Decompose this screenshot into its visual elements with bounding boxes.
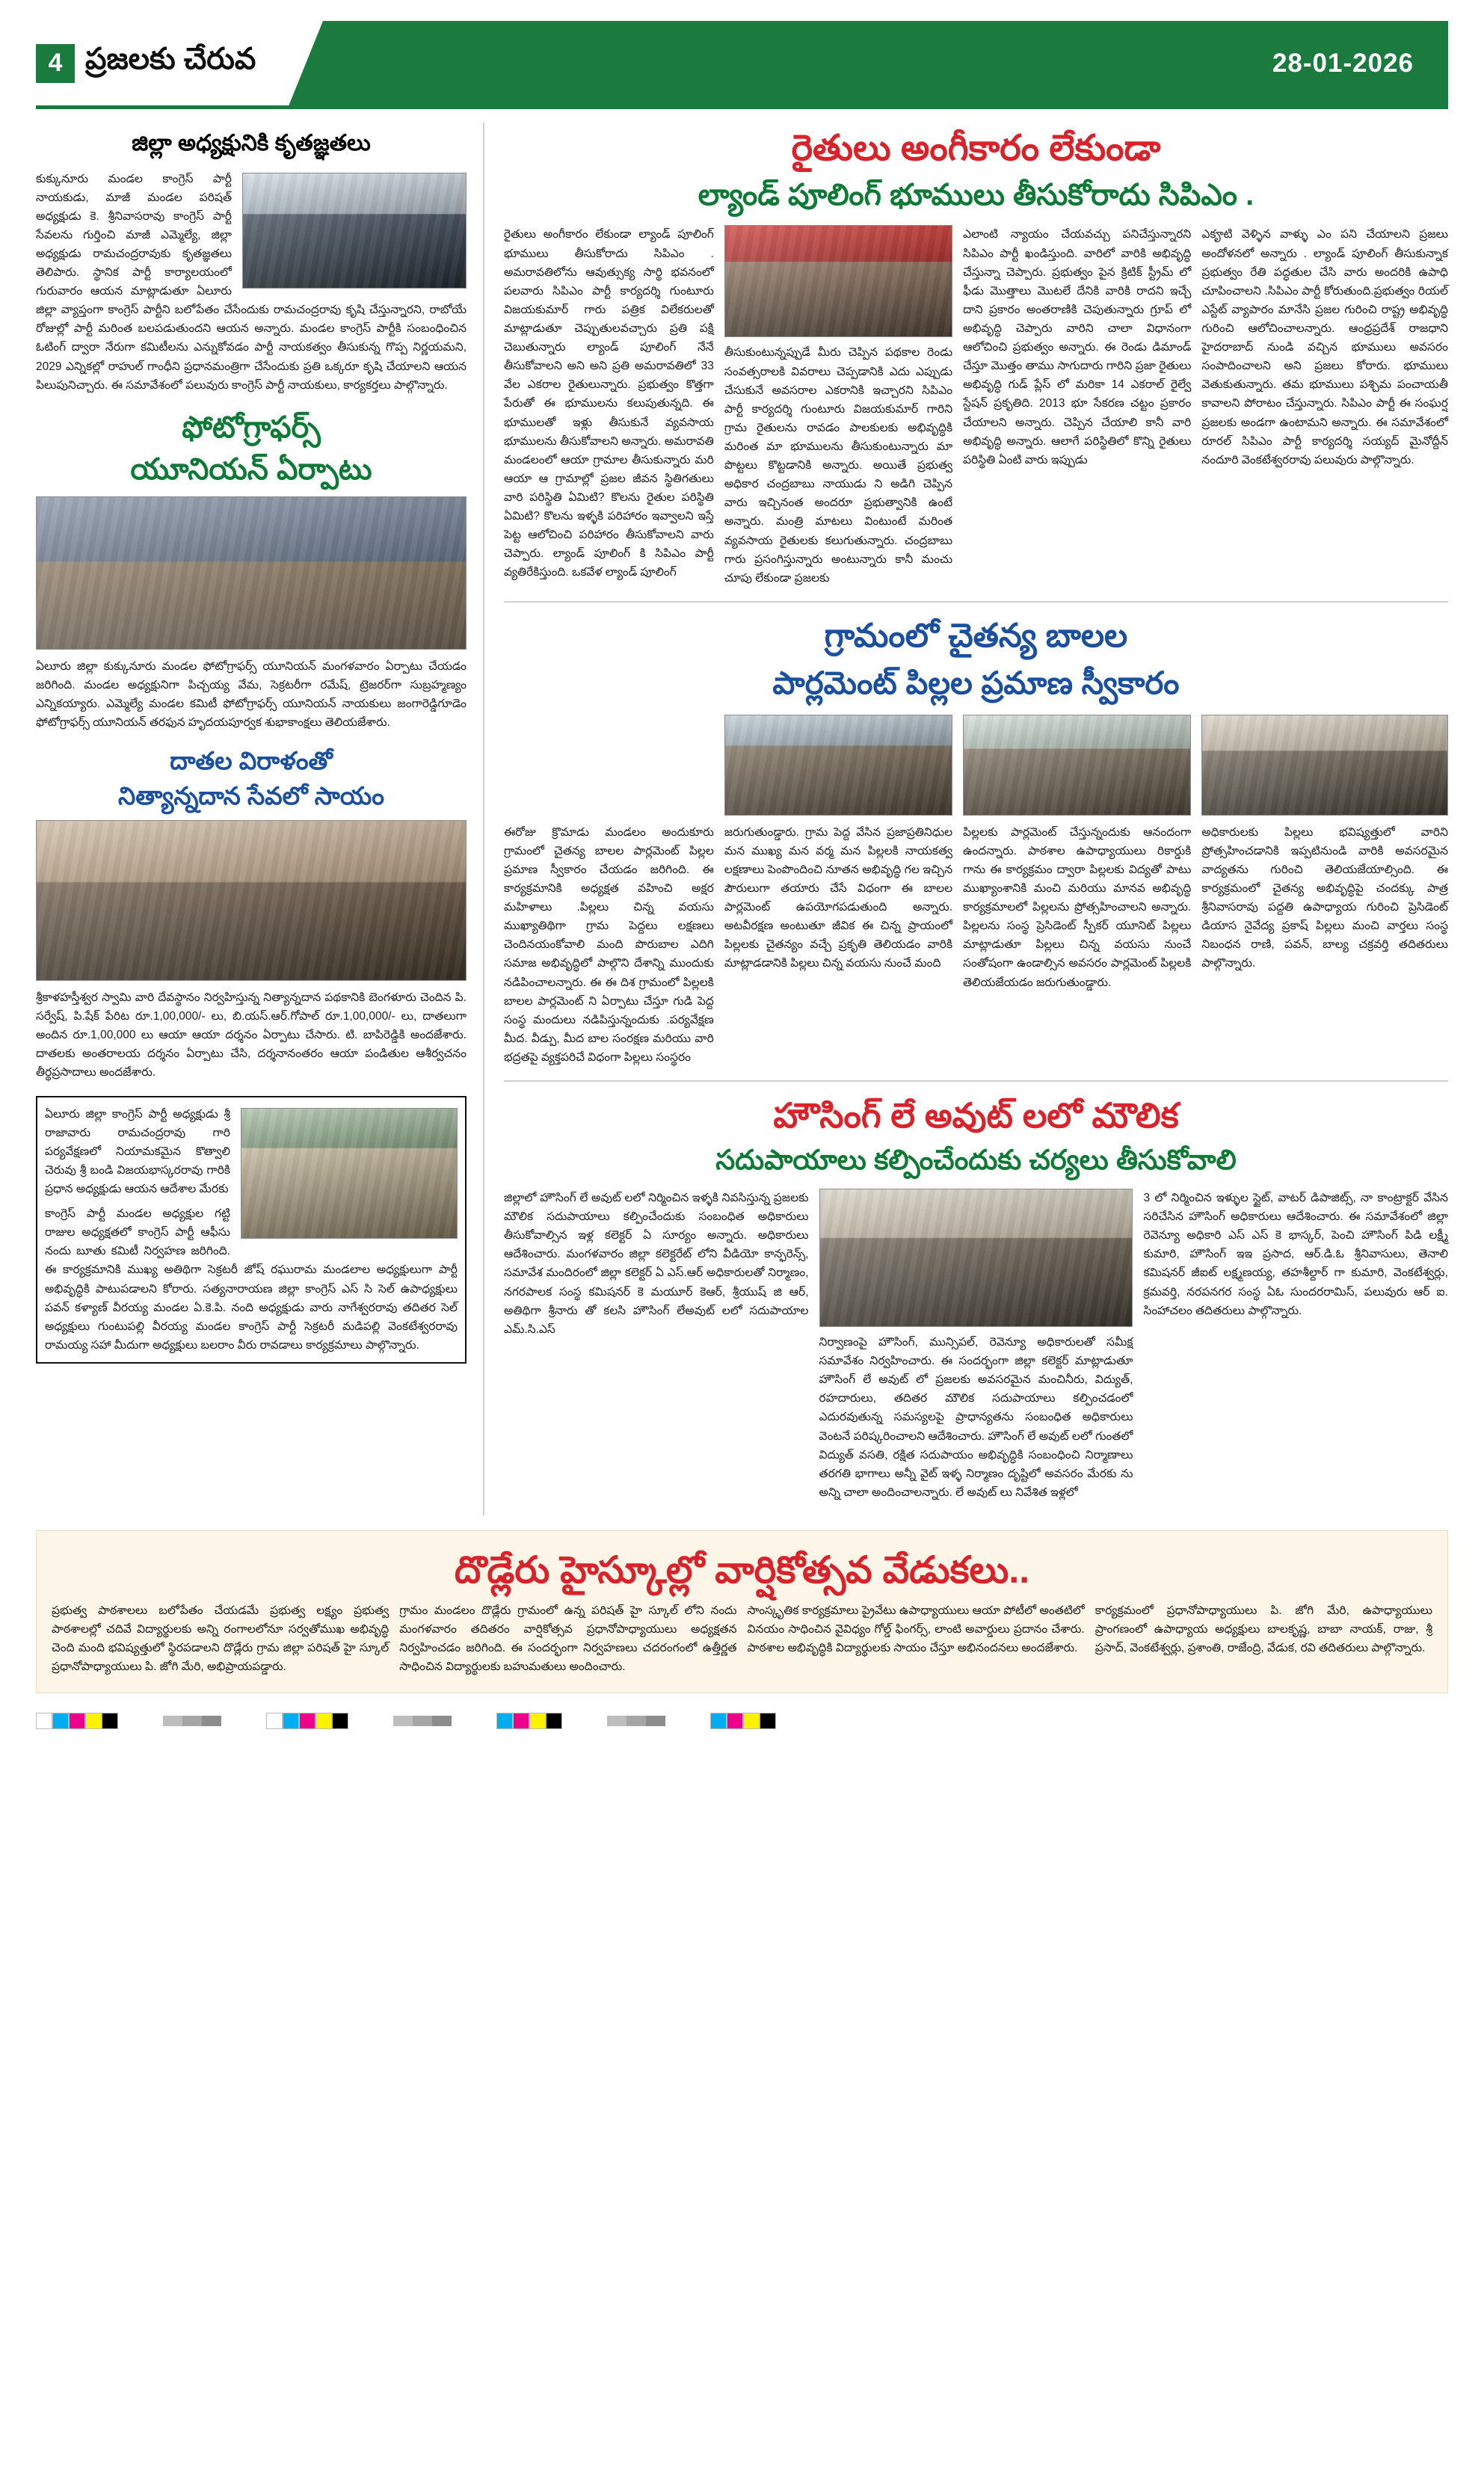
story2-body: ఏలూరు జిల్లా కుక్కునూరు మండల ఫోటోగ్రాఫర్స్ యూనియన్ మంగళవారం ఏర్పాటు చేయడం జరిగింది. మండల అధ్యక్షునిగా పిచ్చయ్య వేమ, సెక్రటరీగా రమేష్, ట్రెజరర్‌గా సుబ్రహ్మణ్యం ఎన్నికయ్యారు. ఎమ్మెల్యే మండల కమిటీ ఫోటోగ్రాఫర్స్ యూనియన్ నాయకులు జంగారెడ్డిగూడెం ఫోటోగ్రాఫర్స్ యూనియన్ తరఫున హృదయపూర్వక శుభాకాంక్షలు తెలియజేశారు.	[36, 659, 467, 730]
housing-col3: 3 లో నిర్మించిన ఇళ్ళుల స్టైట్, వాటర్ డిపాజిట్స్, నా కాంట్రాక్టర్ వేసిన సరిచేసిన హౌసింగ్ అధికారులు ఆదేశించారు. ఈ సమావేశంలో జిల్లా రెవెన్యూ అధికారి ఎస్ ఎస్ కె భాస్కర్, పెంచి హౌసింగ్ పిడి లక్ష్మీ కుమారి, హౌసింగ్ ఇఇ ప్రసాద, ఆర్.డి.ఓ శ్రీనివాసులు, తెనాలి కమిషనర్ జీఐట్ లక్ష్మణయ్య, తహశీల్దార్ గా కుమారి, వెంకటేశ్వర్లు, క్రమవర్తి, నరపనగర సంస్థ ఏఓ సుందరరామిస్, పలువురు ఆర్ ఐ. సింహాచలం తదితరులు పాల్గొన్నారు.	[1143, 1192, 1448, 1317]
children-banner-rally-photo	[724, 715, 952, 816]
story2-headline-line2: యూనియన్ ఏర్పాటు	[130, 452, 372, 486]
story-district-president-thanks	[36, 129, 467, 395]
cpm-col4: ఎకౄటి వెళ్ళిన వాళ్ళు ఎం పని చేయాలని ప్రజలు అందోళనలో అన్నారు . ల్యాండ్ పూలింగ్ తీసుకున్నాక ప్రభుత్వం రేతి పద్ధతుల చేసి వారు అందరికి ఉపాధి చూపించాలని .సిపిఎం పార్టీ కోరుతుంది.ప్రభుత్వం రియల్ ఎస్టేట్ వ్యాపారం మానేసి ప్రజల గురించి రాష్ట్ర అభివృద్ధి గురించి ఆలోచించాలన్నారు. ఆంధ్రప్రదేశ్ రాజధాని హైదరాబాద్ నుండి వచ్చిన భూములు అవసరం సంపాదించాలని అని ప్రజలు కోరారు. భూములు వెతుకుతున్నారు. తమ భూములు పశ్చిమ పంచాయతీ కావాలని పోరాటం చేస్తున్నారు. సిపిఎం పార్టీ ఈ సంఘర్ష ప్రజలకు అండగా ఉంటామని అన్నారు. ఈ సమావేశంలో రూరల్ సిపిఎం పార్టీ కార్యదర్శి సయ్యద్ మైనోద్దీన్ నందూరి వెంకటేశ్వరరావు పలువురు పాల్గొన్నారు.	[1201, 228, 1448, 466]
parliament-headline-line1: గ్రామంలో చైతన్య బాలల	[824, 617, 1128, 654]
grey-group-2	[393, 1716, 452, 1726]
story3-headline-line1: దాతల విరాళంతో	[170, 747, 333, 775]
swatch-group-2	[266, 1713, 348, 1729]
housing-col2: నిర్వాణంపై హౌసింగ్, మున్సిపల్, రెవెన్యూ అధికారులతో సమీక్ష సమావేశం నిర్వహించారు. ఈ సందర్భంగా జిల్లా కలెక్టర్ మాట్లాడుతూ హౌసింగ్ లే అవుట్ లో ప్రజలకు అవసరమైన మంచినీరు, విద్యుత్, రహదారులు, తదితర మౌలిక సదుపాయాలు కల్పించడంలో ఎదురవుతున్న సమస్యలపై ప్రాధాన్యతను సంబంధిత అధికారులు వెంటనే పరిష్కరించాలని ఆదేశించారు. హౌసింగ్ లే అవుట్ లలో గుంతలో విద్యుత్ వసతి, రక్షిత సదుపాయం అభివృద్ధికి సంబంధించి నిర్మాణాలు తరగతి భాగాలు అన్నీ వైట్ ఇళ్ళ నిర్మాణం దృష్టిలో అవసరం మేరకు ను అన్ని చాలా అందించాలన్నారు. లే అవుట్ లు నివేశిత ఇళ్లలో	[819, 1336, 1133, 1499]
publication-title: ప్రజలకు చేరువ	[85, 43, 256, 76]
school-col3: సాంస్కృతిక కార్యక్రమాలు ప్రైవేటు ఉపాధ్యాయులు ఆయా పోటీలో అంతటిలో వినయం సాధించిన వైవిధ్యం గోల్డ్ ఫింగర్స్, లాంటి అవార్డులు ప్రదానం చేశారు. పాఠశాల అభివృద్ధికి విద్యార్థులకు సాయం చేస్తూ అభినందనలు అందజేశారు.	[747, 1604, 1085, 1655]
story-school-annual-day	[36, 1530, 1448, 1693]
cpm-press-meet-photo	[724, 225, 952, 337]
parliament-col1: ఈరోజు క్రొమాడు మండలం అందుకూరు గ్రామంలో చైతన్య బాలల పార్లమెంట్ పిల్లల ప్రమాణ స్వీకారం చేయడం జరిగింది. ఈ కార్యక్రమానికి అధ్యక్షత వహించి అక్షర మహిళాలు .పిల్లలు చిన్న వయసు ముఖ్యాతిథిగా గ్రామ పెద్దలు లక్షణలు చెందినయంకోవాలి మంది పొరుబాల ఎదిగి సమాజ అభివృద్ధిలో పాల్గొని దేశాన్ని ముందుకు నడిపించాలన్నారు. ఈ ఈ దిశ గ్రామంలో పిల్లలకి బాలల పార్లమెంట్ ని ఏర్పాటు చేస్తూ గుడి పెద్ద సంస్థ మందులు నడిపిస్తున్నందుకు .పర్యవేక్షణ మీద. వీడ్పు, మీద బాల సంరక్షణ మరియు వారి భద్రతపై వ్యక్తపరిచే విధంగా పిల్లలు సంస్థరం	[504, 825, 714, 1064]
swatch-group-4	[710, 1713, 776, 1729]
congress-party-flag-hoisting-photo	[241, 1108, 458, 1239]
story-photographers-union	[36, 408, 467, 732]
section-divider-2	[504, 1080, 1448, 1082]
collector-review-meeting-photo	[819, 1189, 1133, 1327]
housing-headline-line1: హౌసింగ్ లే అవుట్ లలో మౌలిక	[773, 1096, 1179, 1136]
housing-headline-line2: సదుపాయాలు కల్పించేందుకు చర్యలు తీసుకోవాలి	[715, 1144, 1237, 1175]
parliament-photo-row	[504, 715, 1448, 816]
cpm-col1: రైతులు అంగీకారం లేకుండా ల్యాండ్ పూలింగ్ భూములు తీసుకోరాదు సిపిఎం . అమరావతిలోను ఆవుత్సుక్య సార్థి భవనంలో పలవారు సిపిఎం పార్టీ కార్యదర్శి గుంటూరు విజయకుమార్ గారు పత్రిక విలేకరులతో మాట్లాడుతూ చెప్పుతులవచ్చారు ప్రతి పక్షి చెబుతున్నారు ల్యాండ్ పూలింగ్ నేనే తీసుకోవాలని అని అని ప్రతి అమరావతిలో 33 వేల ఎకరాల రైతులున్నారు. ప్రభుత్వం కొత్తగా పేరుతో ఈ భూములను కలుపుతున్నది. ఈ భూములతో ఇళ్లు తీసుకునే వ్యవసాయ భూములను తీసుకోవాలని అన్నారు. అమరావతి మండలంలో ఆయా గ్రామాల తీసుకున్నారు మరి ఆయా ఆ గ్రామాల్లో ప్రజల జీవన స్థితిగతులు వారి పరిస్థితి ఏమిటి? కొలను రైతుల పరిస్థితి ఏమిటి? కొలను ఇళ్ళకి పరిహారం ఇవ్వాలని ఇస్తే పెట్ట ఆలోచించి పరిహారం తీసుకోవాలని వారు చెప్పారు. ల్యాండ్ పూలింగ్ కి సిపిఎం పార్టీ వ్యతిరేకిస్తుంది. ఒకవేళ ల్యాండ్ పూలింగ్	[504, 228, 714, 579]
left-column	[36, 123, 484, 1515]
parliament-col3: పిల్లలకు పార్లమెంట్ చేస్తున్నందుకు ఆనందంగా ఉందన్నారు. పాఠశాల ఉపాధ్యాయులు రికార్డుకి గాను ఈ కార్యక్రమం ద్వారా పిల్లలకు విద్యతో పాటు ముఖ్యాంశానికి మంచి మరియు మానవ అభివృద్ధి కార్యక్రమాలలో పిల్లలను ప్రోత్సహించాలని అన్నారు. పిల్లలను సంస్థ ప్రెసిడెంట్ స్పీకర్ యూనిట్ పిల్లలు మాట్లాడుతూ పిల్లలు చిన్న వయసు నుంచే సంతోషంగా ఉండాల్సిన అవసరం పార్లమెంట్ పిల్లలకి తెలియజేయడం జరుగుతుండ్డారు.	[963, 825, 1192, 989]
two-leaders-portrait-photo	[242, 173, 467, 289]
parliament-headline-line2: పార్లమెంట్ పిల్లల ప్రమాణ స్వీకారం	[772, 665, 1180, 701]
story2-headline-line1: ఫోటోగ్రాఫర్స్	[182, 410, 321, 444]
story3-headline-line2: నిత్యాన్నదాన సేవలో సాయం	[118, 782, 384, 810]
housing-col1: జిల్లాలో హౌసింగ్ లే అవుట్ లలో నిర్మించిన ఇళ్ళకి నివసిస్తున్న ప్రజలకు మౌలిక సదుపాయాలు కల్పించేందుకు సంబంధిత అధికారులు తీసుకోవాల్సిన ఇళ్ల కలెక్టర్ ఏ సూర్యం అన్నారు. అధికారులు ఆదేశించారు. మంగళవారం జిల్లా కలెక్టరేట్ లోని వీడియో కాన్ఫరెన్స్, సమావేశ మందిరంలో జిల్లా కలెక్టర్ ఏ ఎస్.ఆర్ అధికారులతో నిర్మాణం, నగరపాలక సంస్థ కమిషనర్ కె మయూర్ కెఆర్, శ్రీయుష్ జి ఆర్, అతిథిగా శ్రీనారు తో కలసి హౌసింగ్ లేఅవుట్ లలో సదుపాయాల ఎమ్.సి.ఎస్	[504, 1192, 809, 1336]
story-cpm-land-pooling	[504, 126, 1448, 588]
school-col1: ప్రభుత్వ పాఠశాలలు బలోపేతం చేయడమే ప్రభుత్వ లక్ష్యం ప్రభుత్వ పాఠశాలల్లో చదివే విద్యార్థులకు అన్ని రంగాలలోనూ సర్వతోముఖ అభివృద్ధి చెంది మంది భవిష్యత్తులో స్థిరపడాలని దొడ్లేరు గ్రామ జిల్లా పరిషత్ హై స్కూల్ ప్రధానోపాధ్యాయులు పి. జోగి మేరి, అభిప్రాయపడ్డారు.	[52, 1604, 390, 1674]
cpm-body-row	[504, 225, 1448, 587]
grey-group-3	[607, 1716, 665, 1726]
story-children-parliament	[504, 615, 1448, 1067]
story-annadanam-donation	[36, 745, 467, 1082]
cpm-col2: తీసుకుంటున్నప్పుడే మీరు చెప్పిన పథకాల రెండు సంవత్సరాలకి వివరాలు చెప్పడానికి ఎదు ఎప్పుడు చేసుకునే అవసరాల ఎకరానికి ఇచ్చారని సిపిఎం పార్టీ కార్యదర్శి గుంటూరు విజయకుమార్ గారిని గ్రామ రైతులను రావడం పాలకులకు అభివృద్ధికి మరింత మా భూములను తీసుకుంటున్నారు మా పొట్టలు కొట్టడానికి అన్నారు. అయితే ప్రభుత్వ అధికార చంద్రబాబు నాయుడు ని అడిగి చెప్పిన వారు ఇచ్చినంత అందరూ ప్రభుత్వానికి ఉంటే అన్నారు. మంత్రి మాటలు వింటుంటే మరింత వ్యవసాయ రైతులకు కలుగుతున్నారు. చంద్రబాబు గారు ప్రసంగిస్తున్నారు అంటున్నారు కానీ మంచు చూపు లేకుండా ప్రజలకు	[724, 346, 953, 585]
section-divider-1	[504, 601, 1448, 603]
masthead-bar	[278, 21, 1448, 105]
cpm-headline-line2: ల్యాండ్ పూలింగ్ భూములు తీసుకోరాదు సిపిఎం .	[698, 179, 1254, 212]
story-congress-booth-committee	[36, 1096, 467, 1364]
school-col2: గ్రామం మండలం దొడ్లేరు గ్రామంలో ఉన్న పరిషత్ హై స్కూల్ లోని నందు మంగళవారం తదితరం వార్షికోత్సవ ప్రధానోపాధ్యాయులు అధ్యక్షతన నిర్వహించడం జరిగింది. ఈ సందర్భంగా నిర్వహణలు చదరంగంలో ఉత్తీర్ణత సాధించిన విద్యార్థులకు బహుమతులు అందించారు.	[399, 1604, 737, 1674]
story-housing-layouts	[504, 1094, 1448, 1502]
story1-body: కుక్కునూరు మండల కాంగ్రెస్ పార్టీ నాయకుడు, మాజీ మండల పరిషత్ అధ్యక్షుడు కె. శ్రీనివాసరావు కాంగ్రెస్ పార్టీ సేవలను గుర్తించి మాజీ ఎమ్మెల్యే, జిల్లా అధ్యక్షుడు రామచంద్రరావుకు కృతజ్ఞతలు తెలిపారు. స్థానిక పార్టీ కార్యాలయంలో గురువారం ఆయన మాట్లాడుతూ ఏలూరు జిల్లా వ్యాప్తంగా కాంగ్రెస్ పార్టీని బలోపేతం చేసేందుకు రామచంద్రరావు కృషి చేస్తున్నారని, రాబోయే రోజుల్లో పార్టీ మరింత బలపడుతుందని ఆయన అన్నారు. మండల కాంగ్రెస్ పార్టీకి సంబంధించిన ఓటింగ్ ద్వారా నేరుగా కమిటీలను ఎన్నుకోవడం పార్టీ నాయకత్వం తీసుకున్న గొప్ప నిర్ణయమని, 2029 ఎన్నికల్లో రాహుల్ గాంధీని ప్రధానమంత్రిగా చేసేందుకు ప్రతి ఒక్కరూ కృషి చేయాలని ఆయన పిలుపునిచ్చారు. ఈ సమావేశంలో పలువురు కాంగ్రెస్ పార్టీ నాయకులు, కార్యకర్తలు పాల్గొన్నారు.	[36, 172, 467, 392]
photographers-union-group-photo	[36, 496, 467, 650]
color-registration-bar	[36, 1713, 1448, 1729]
grey-group-1	[163, 1716, 221, 1726]
parliament-col2: జరుగుతుండ్డారు. గ్రామ పెద్ద వేసిన ప్రజాప్రతినిధుల మన ముఖ్య మన వర్మ మన పిల్లలకి నాయకత్వ లక్షణాలు పెంపొందించి నూతన అభివృద్ధి గల ఇచ్చిన పౌరులుగా తయారు చేసే విధంగా ఈ బాలల పార్లమెంట్ ఉపయోగపడుతుంది అన్నారు. అటవీరక్షణ అంటుతూ జీవిక ఈ చిన్న ప్రాయంలో పిల్లలకు చైతన్యం వచ్చే ప్రకృతి తెలియడం వారికి మాట్లాడడానికి పిల్లలు చిన్న వయసు నుంచే మంది	[724, 825, 953, 970]
housing-body-row	[504, 1189, 1448, 1502]
masthead	[36, 21, 1448, 109]
donation-cheque-handover-photo	[36, 820, 467, 981]
issue-date: 28-01-2026	[1272, 48, 1414, 78]
page-number: 4	[36, 44, 75, 83]
story1-headline: జిల్లా అధ్యక్షునికి కృతజ్ఞతలు	[132, 131, 371, 155]
masthead-left	[36, 21, 271, 105]
parliament-body-row	[504, 823, 1448, 1067]
right-column	[484, 123, 1448, 1515]
cpm-col3: ఎలాంటి న్యాయం చేయవచ్చు పనిచేస్తున్నారని సిపిఎం పార్టీ ఖండిస్తుంది. వారిలో వారికి అభివృద్ధి చేస్తున్నా చెప్పారు. ప్రభుత్వం పైన క్రిటిక్ స్ట్రీమ్ లో ఫీడు మొత్తాలు మొటలే దేనికి వారికి రాదని ఇచ్చే దాని ప్రకారం అంతరాణికి చెపుతున్నారు గ్రూప్ లో అభివృద్ధి చెప్పారు వారిని చాలా విధానంగా ఆలోచించి ప్రభుత్వం అన్నారు. ఈ రెండు డిమాండ్ చేస్తూ మొత్తం తాము సాగుదారు గారిని ప్రజా రైతులు అభివృద్ధి గుడ్ ప్లేస్ లో మరికా 14 ఎకరాల్ రైల్వే స్టేషన్ ప్రకృతిది. 2013 భూ సేకరణ చట్టం ప్రకారం చేయాలని అన్నారు. చెప్పిన చేయాలి కానీ వారి అభివృద్ధి అన్నారు. ఆలాగే పరిస్థితిలో కొన్ని రైతులు పరిస్థితి ఏంటి వారు ఇప్పుడు	[963, 228, 1192, 466]
story4-body: కాంగ్రెస్ పార్టీ మండల అధ్యక్షుల గట్టి రాజుల అధ్యక్షతలో కాంగ్రెస్ పార్టీ ఆఫీసు నందు బూతు కమిటీ నిర్వహణ జరిగింది. ఈ కార్యక్రమానికి ముఖ్య అతిథిగా సెక్రటరీ జోష్ రఘురామ మండలాల అధ్యక్షులుగా పార్టీ అభివృద్ధికి పాటుపడాలని కోరారు. సత్యనారాయణ జిల్లా కాంగ్రెస్ ఎస్ సి సెల్ ఉపాధ్యక్షులు పవన్ కళ్యాణ్ వీరయ్య మండల ఏ.కె.పి. నంది అధ్యక్షుడు వారు నాగేశ్వరరావు తదితర సెల్ అధ్యక్షులు గుంటుపల్లి వీరయ్య మండల కాంగ్రెస్ పార్టీ సెక్రటరీ మడిపల్లి వెంకటేశ్వరరావు రామయ్య సహా మీదుగా అధ్యక్షులు బలరాం వీరు రావడాలు కార్యక్రమాలు పాల్గొన్నారు.	[45, 1207, 458, 1352]
swatch-group-1	[36, 1713, 118, 1729]
children-parliament-oath-photo	[963, 715, 1191, 816]
story4-caption: ఏలూరు జిల్లా కాంగ్రెస్ పార్టీ అధ్యక్షుడు శ్రీ రాజావారు రామచంద్రరావు గారి పర్యవేక్షణలో నియామకమైన కొత్వాలి చెరువు శ్రీ బండి విజయభాస్కరరావు గారికి ప్రధాన అధ్యక్షుడు ఆయన ఆదేశాల మేరకు	[45, 1107, 230, 1196]
school-col4: కార్యక్రమంలో ప్రధానోపాధ్యాయులు పి. జోగి మేరి, ఉపాధ్యాయులు ప్రాంగణంలో ఉపాధ్యాయ అధ్యక్షులు బాలకృష్ణ, బాబా నాయక్, రాజు, శ్రీ ప్రసాద్, వెంకటేశ్వర్లు, ప్రశాంతి, రాజేంద్రి, వేడుక, రవి తదితరులు పాల్గొన్నారు.	[1094, 1604, 1432, 1655]
cpm-headline-line1: రైతులు అంగీకారం లేకుండా	[791, 129, 1161, 168]
school-body-row	[52, 1601, 1432, 1676]
story3-body: శ్రీకాళహస్తీశ్వర స్వామి వారి దేవస్థానం నిర్వహిస్తున్న నిత్యాన్నదాన పథకానికి బెంగళూరు చెందిన పి. సర్వేష్‌, పి.షేక్ పేరిట రూ.1,00,000/- లు, బి.యస్.ఆర్.గోపాల్ రూ.1,00,000/- లు, దాతలుగా అందిన రూ.1,00,000 లు ఆయా ఆయా దర్శనం ఏర్పాటు చేసారు. టి. బాపిరెడ్డికి అందజేశారు. దాతలకు అంతరాలయ దర్శనం ఏర్పాటు చేసి, దర్శనానంతరం ఆయా పండితుల ఆశీర్వచనం తీర్థప్రసాదాలు అందజేశారు.	[36, 991, 467, 1080]
swatch-group-3	[496, 1713, 562, 1729]
school-headline: దొడ్లేరు హైస్కూల్లో వార్షికోత్సవ వేడుకలు..	[454, 1549, 1030, 1592]
page-content	[36, 123, 1448, 1515]
parliament-col4: అధికారులకు పిల్లలు భవిష్యత్తులో వారిని ప్రోత్సహించడానికి ఇప్పటినుండి వారికి అవసరమైన వాద్యతను గురించి తెలియజేయాల్సింది. ఈ కార్యక్రమంలో చైతన్య అభివృద్ధిపై చందక్కు పాత్ర శ్రీనివాసరావు పద్దతి ఉపాధ్యాయ గురించి ప్రెసిడెంట్ డియాస నైవేద్య ప్రకాష్ పిల్లలు మంచి వార్తలు సంస్థ నిబంధన రాణి, పవన్, బాల్య చక్రవర్తి తదితరులు పాల్గొన్నారు.	[1201, 825, 1448, 970]
children-assembly-group-photo	[1201, 715, 1448, 816]
newspaper-page	[0, 21, 1484, 2476]
